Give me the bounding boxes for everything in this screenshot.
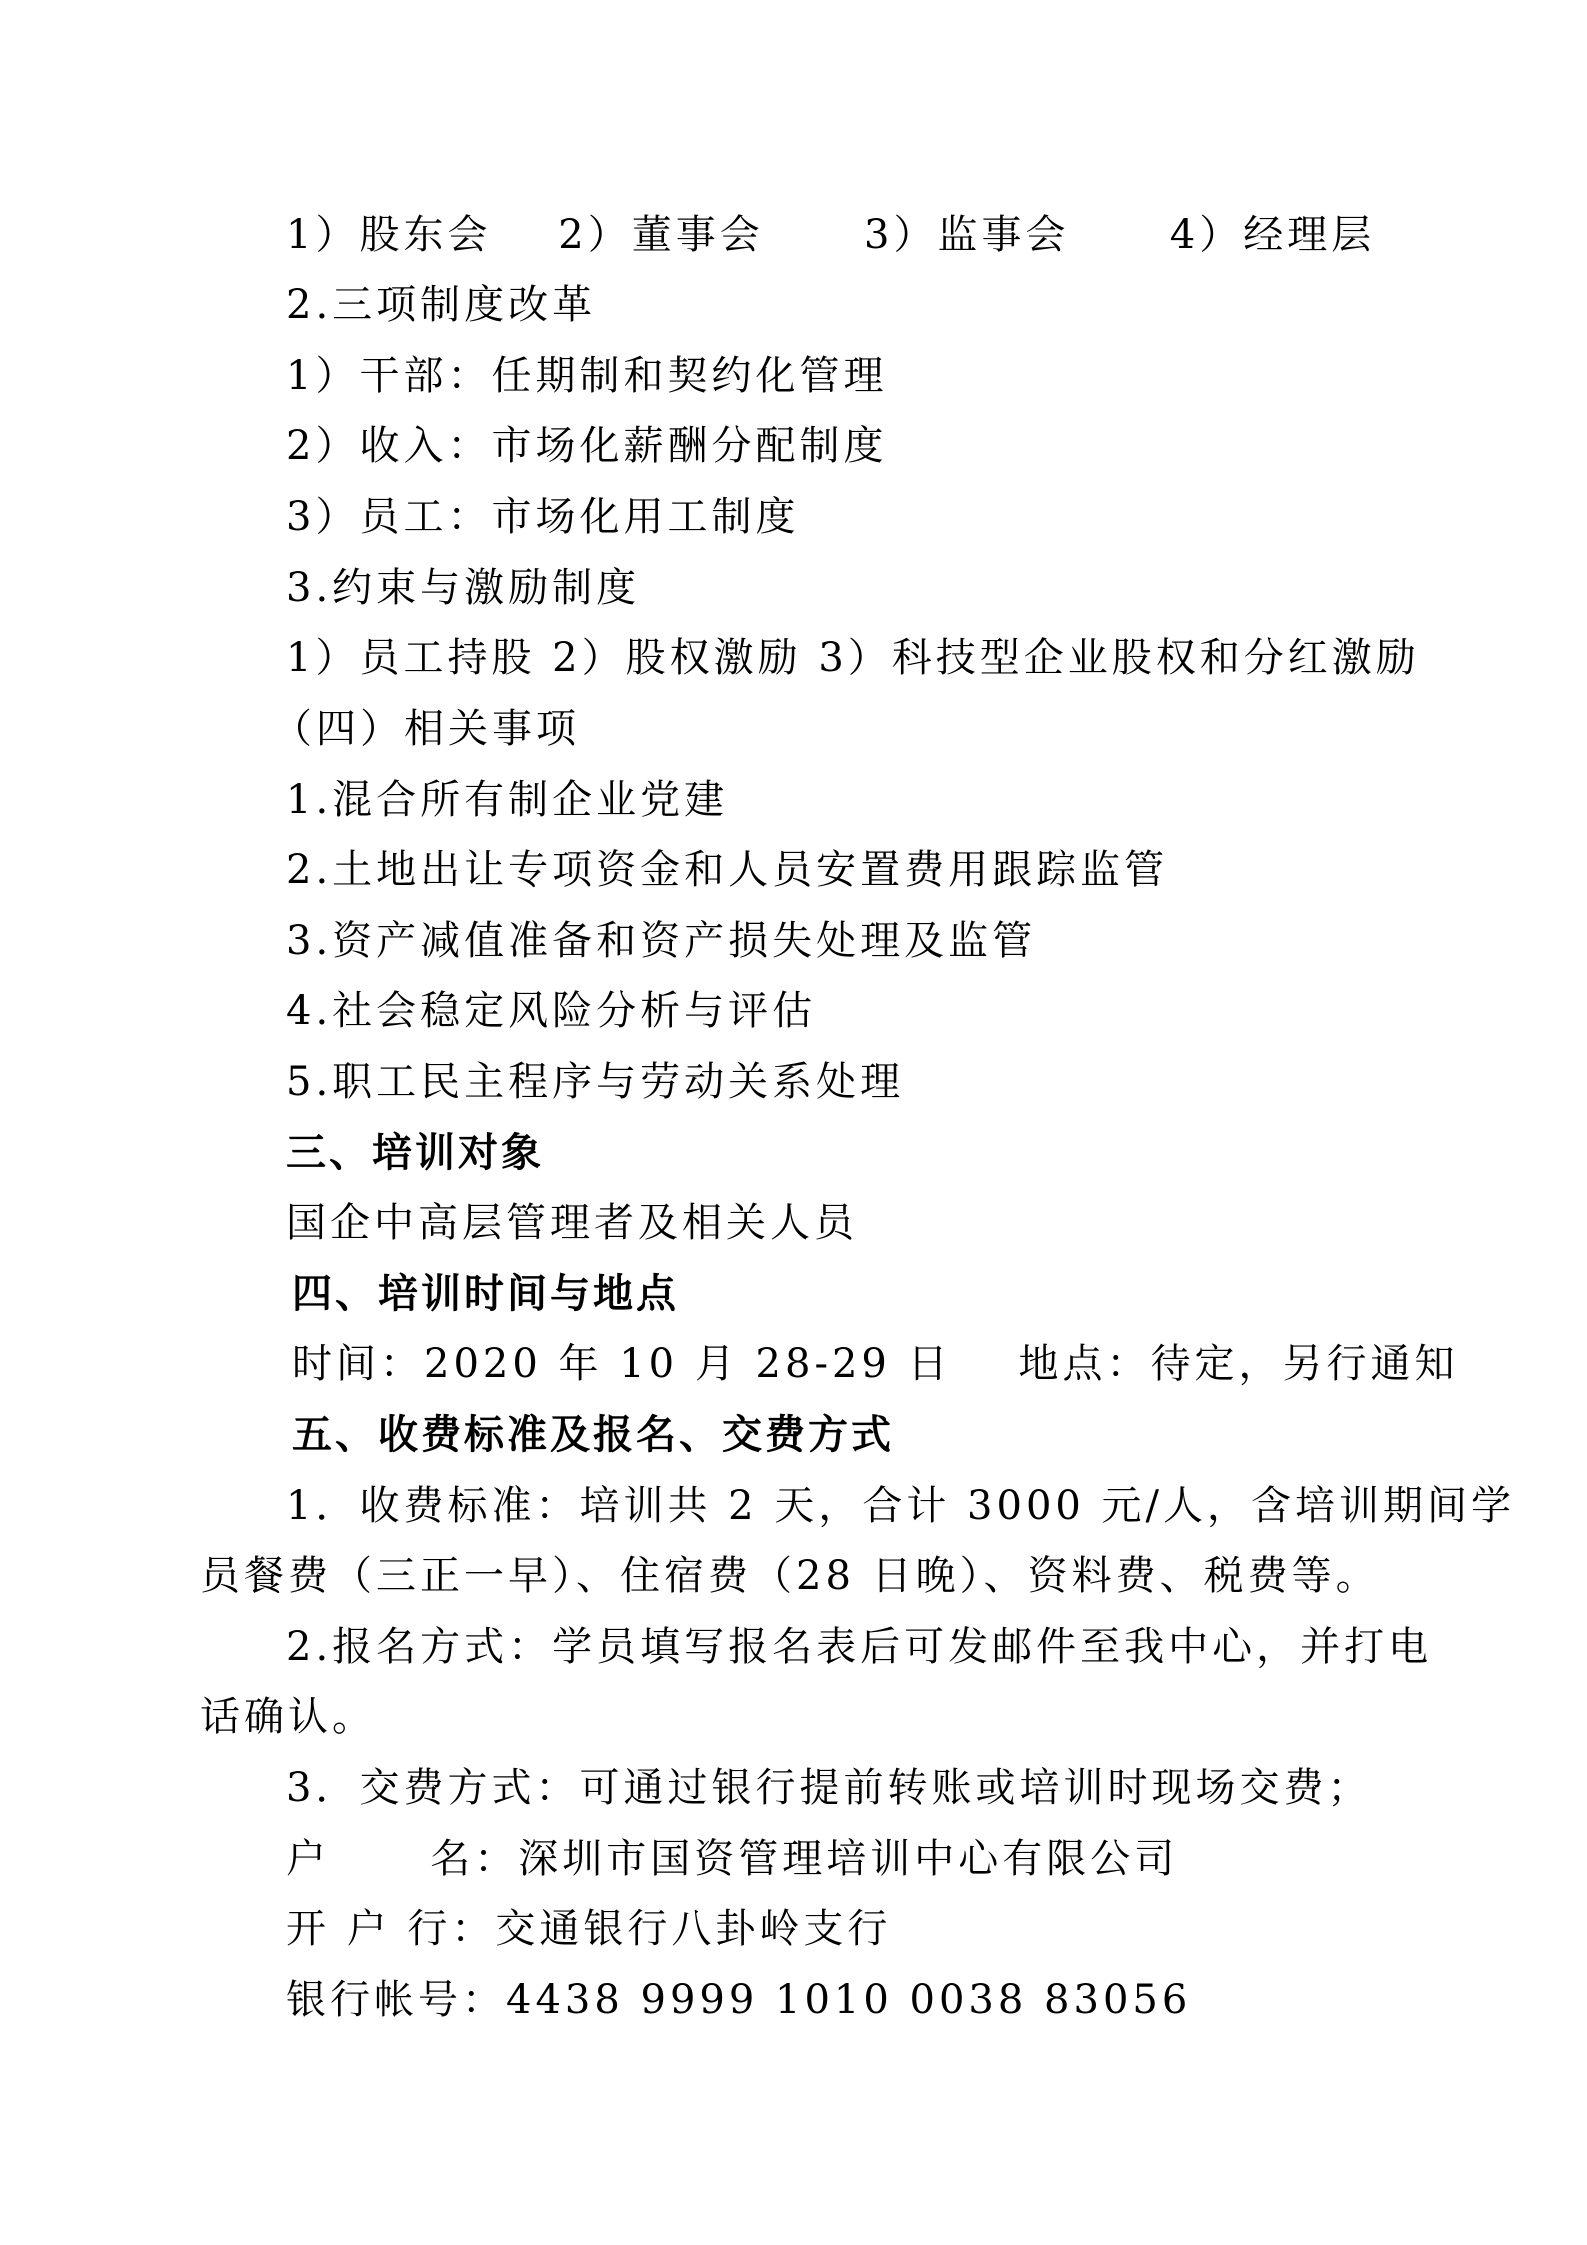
related-item-4: 4.社会稳定风险分析与评估 xyxy=(286,988,817,1034)
fee-standard-line-2: 员餐费（三正一早）、住宿费（28 日晚）、资料费、税费等。 xyxy=(200,1553,1380,1599)
section-heading-fees-registration: 五、收费标准及报名、交费方式 xyxy=(292,1412,894,1458)
bank-account-number-line: 银行帐号：4438 9999 1010 0038 83056 xyxy=(286,1977,1192,2023)
item-constraint-incentive: 3.约束与激励制度 xyxy=(286,565,641,611)
related-item-5: 5.职工民主程序与劳动关系处理 xyxy=(286,1059,905,1105)
section-heading-time-location: 四、培训时间与地点 xyxy=(292,1271,679,1317)
payment-method-line: 3．交费方式：可通过银行提前转账或培训时现场交费； xyxy=(286,1765,1372,1811)
bank-branch-line: 开 户 行：交通银行八卦岭支行 xyxy=(286,1906,892,1952)
incentive-list-line: 1）员工持股 2）股权激励 3）科技型企业股权和分红激励 xyxy=(286,635,1420,681)
related-item-3: 3.资产减值准备和资产损失处理及监管 xyxy=(286,918,1037,964)
subitem-employees: 3）员工：市场化用工制度 xyxy=(286,494,800,540)
subitem-income: 2）收入：市场化薪酬分配制度 xyxy=(286,423,888,469)
governance-bodies-line: 1）股东会 2）董事会 3）监事会 4）经理层 xyxy=(286,212,1376,258)
registration-method-line-1: 2.报名方式：学员填写报名表后可发邮件至我中心，并打电 xyxy=(286,1624,1433,1670)
fee-standard-line-1: 1．收费标准：培训共 2 天，合计 3000 元/人，含培训期间学 xyxy=(286,1483,1516,1529)
account-name-line: 户 名：深圳市国资管理培训中心有限公司 xyxy=(286,1836,1179,1882)
item-three-systems-reform: 2.三项制度改革 xyxy=(286,282,597,328)
related-item-1: 1.混合所有制企业党建 xyxy=(286,777,729,823)
related-item-2: 2.土地出让专项资金和人员安置费用跟踪监管 xyxy=(286,847,1169,893)
training-target-text: 国企中高层管理者及相关人员 xyxy=(286,1200,858,1246)
subsection-related-matters: （四）相关事项 xyxy=(272,706,580,752)
subitem-cadres: 1）干部：任期制和契约化管理 xyxy=(286,353,888,399)
registration-method-line-2: 话确认。 xyxy=(200,1694,376,1740)
time-location-text: 时间：2020 年 10 月 28-29 日 地点：待定，另行通知 xyxy=(292,1341,1459,1387)
section-heading-training-target: 三、培训对象 xyxy=(286,1130,544,1176)
